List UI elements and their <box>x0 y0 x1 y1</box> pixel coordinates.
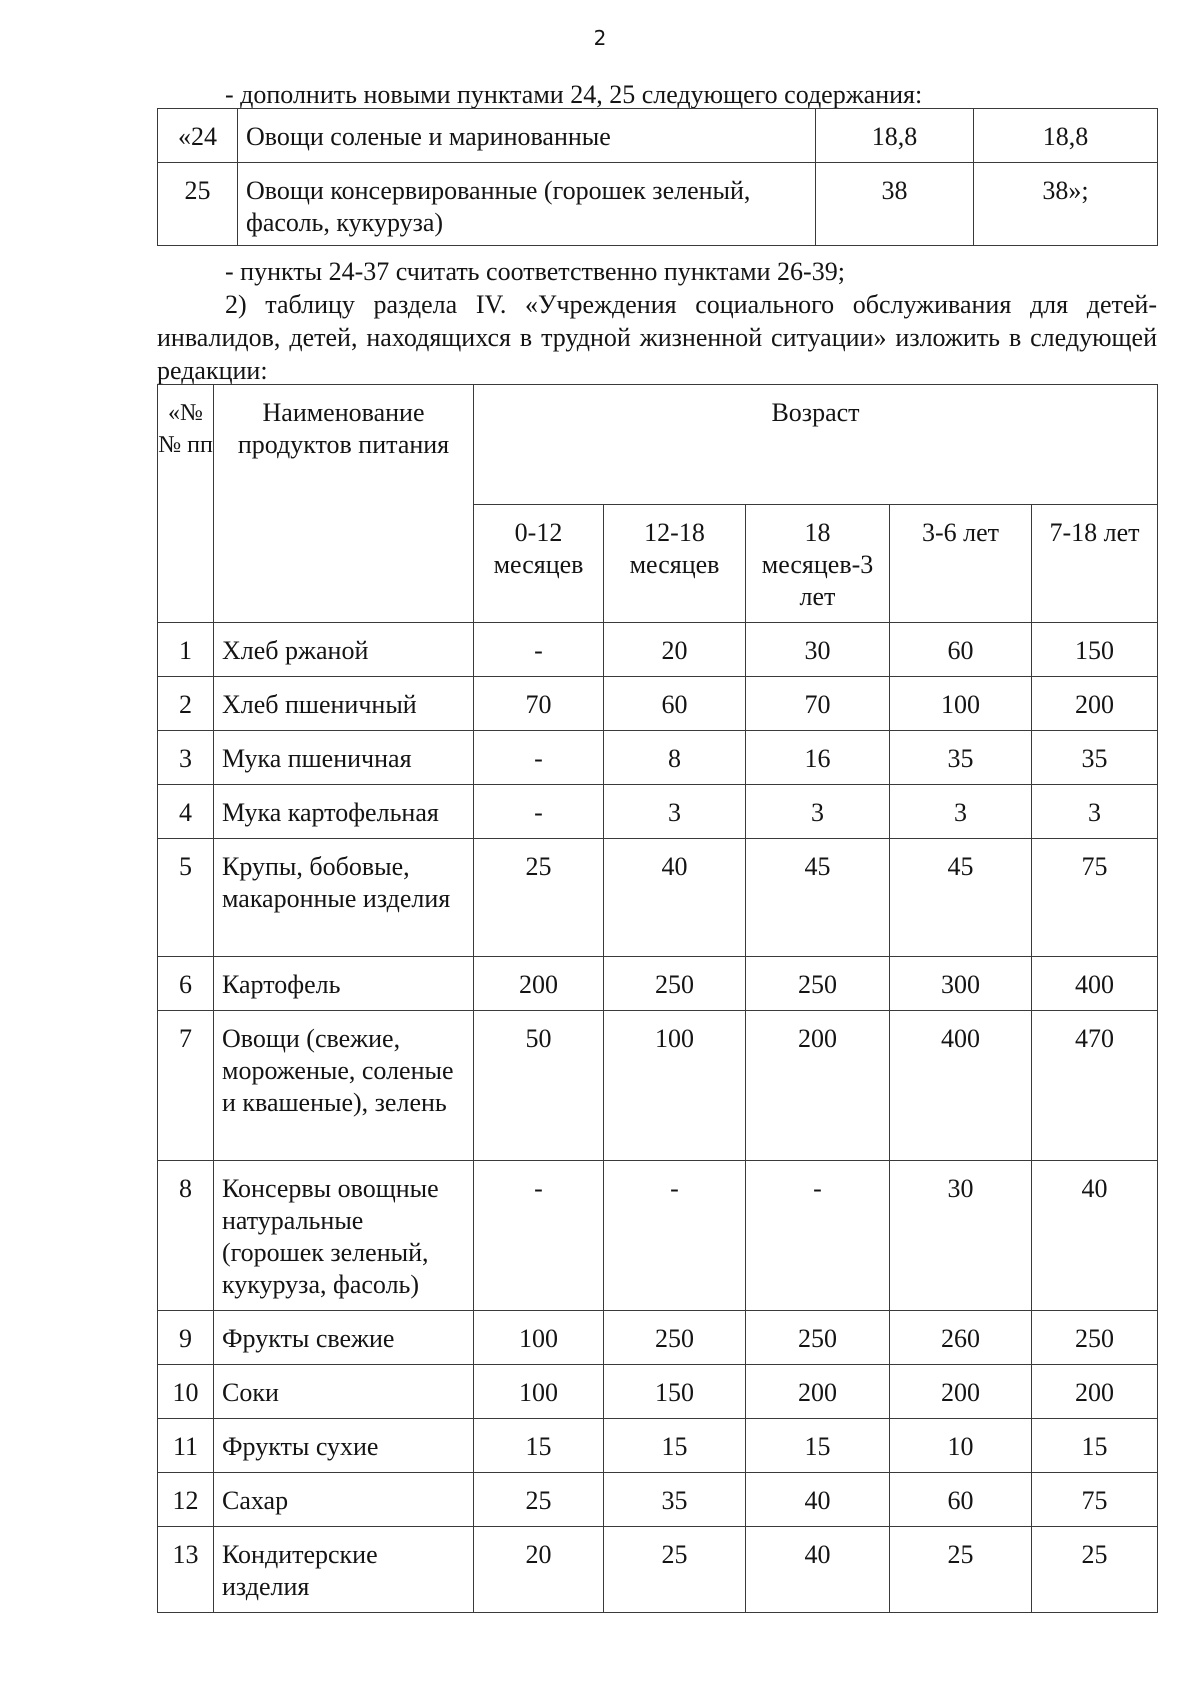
table-row <box>158 1311 1158 1365</box>
top-table <box>157 108 1158 246</box>
row-number: 6 <box>158 957 214 1011</box>
row-number: 8 <box>158 1161 214 1311</box>
row-number: 7 <box>158 1011 214 1161</box>
product-name: Сахар <box>214 1473 474 1527</box>
value-cell: 25 <box>474 839 604 957</box>
value-cell: 60 <box>890 1473 1032 1527</box>
header-product-name: Наименование продуктов питания <box>214 385 474 623</box>
value-cell: 10 <box>890 1419 1032 1473</box>
product-name: Мука пшеничная <box>214 731 474 785</box>
value-cell: 30 <box>890 1161 1032 1311</box>
value-cell: 38 <box>816 163 974 246</box>
value-cell: 3 <box>1032 785 1158 839</box>
row-number: 25 <box>158 163 238 246</box>
table-row <box>158 623 1158 677</box>
row-number: 11 <box>158 1419 214 1473</box>
value-cell: 15 <box>604 1419 746 1473</box>
value-cell: 400 <box>1032 957 1158 1011</box>
value-cell: 3 <box>604 785 746 839</box>
value-cell: 250 <box>604 1311 746 1365</box>
product-name: Крупы, бобовые, макаронные изделия <box>214 839 474 957</box>
value-cell: 200 <box>474 957 604 1011</box>
value-cell: - <box>746 1161 890 1311</box>
value-cell: 60 <box>604 677 746 731</box>
value-cell: 30 <box>746 623 890 677</box>
table-row <box>158 839 1158 957</box>
value-cell: 100 <box>890 677 1032 731</box>
value-cell: 35 <box>890 731 1032 785</box>
value-cell: 40 <box>1032 1161 1158 1311</box>
value-cell: 8 <box>604 731 746 785</box>
value-cell: 35 <box>1032 731 1158 785</box>
age-group-header: 0-12 месяцев <box>474 505 604 623</box>
table-row <box>158 731 1158 785</box>
product-name: Мука картофельная <box>214 785 474 839</box>
value-cell: 200 <box>746 1011 890 1161</box>
value-cell: 200 <box>890 1365 1032 1419</box>
row-number: 12 <box>158 1473 214 1527</box>
intro-line: - дополнить новыми пунктами 24, 25 следующего содержания: <box>225 80 923 109</box>
row-number: 1 <box>158 623 214 677</box>
table-row <box>158 1011 1158 1161</box>
value-cell: 260 <box>890 1311 1032 1365</box>
row-number: 2 <box>158 677 214 731</box>
value-cell: 70 <box>474 677 604 731</box>
value-cell: 150 <box>604 1365 746 1419</box>
value-cell: 50 <box>474 1011 604 1161</box>
value-cell: 38»; <box>974 163 1158 246</box>
row-number: 10 <box>158 1365 214 1419</box>
product-name: Хлеб пшеничный <box>214 677 474 731</box>
table-row <box>158 785 1158 839</box>
product-name: Картофель <box>214 957 474 1011</box>
product-name: Овощи соленые и маринованные <box>238 109 816 163</box>
value-cell: 40 <box>604 839 746 957</box>
value-cell: 100 <box>474 1311 604 1365</box>
value-cell: 200 <box>746 1365 890 1419</box>
main-table <box>157 384 1158 1613</box>
product-name: Овощи консервированные (горошек зеленый, фасоль, кукуруза) <box>238 163 816 246</box>
renumber-paragraph: - пункты 24-37 считать соответственно пунктами 26-39; <box>225 257 845 286</box>
value-cell: 75 <box>1032 1473 1158 1527</box>
value-cell: 25 <box>604 1527 746 1613</box>
value-cell: 35 <box>604 1473 746 1527</box>
row-number: 9 <box>158 1311 214 1365</box>
value-cell: - <box>474 731 604 785</box>
age-group-header: 3-6 лет <box>890 505 1032 623</box>
product-name: Соки <box>214 1365 474 1419</box>
value-cell: 70 <box>746 677 890 731</box>
row-number: «24 <box>158 109 238 163</box>
product-name: Хлеб ржаной <box>214 623 474 677</box>
value-cell: 200 <box>1032 677 1158 731</box>
product-name: Кондитерские изделия <box>214 1527 474 1613</box>
product-name: Фрукты сухие <box>214 1419 474 1473</box>
value-cell: 100 <box>604 1011 746 1161</box>
age-group-header: 12-18 месяцев <box>604 505 746 623</box>
value-cell: 45 <box>746 839 890 957</box>
value-cell: 25 <box>474 1473 604 1527</box>
value-cell: 100 <box>474 1365 604 1419</box>
value-cell: 470 <box>1032 1011 1158 1161</box>
value-cell: 25 <box>1032 1527 1158 1613</box>
table-row <box>158 1419 1158 1473</box>
value-cell: 15 <box>746 1419 890 1473</box>
value-cell: 75 <box>1032 839 1158 957</box>
value-cell: 250 <box>746 957 890 1011</box>
value-cell: 45 <box>890 839 1032 957</box>
section-paragraph: 2) таблицу раздела IV. «Учреждения социального обслуживания для детей-инвалидов, детей, находящихся в трудной жизненной ситуации» изложить в следующей редакции: <box>157 290 1157 385</box>
value-cell: 20 <box>474 1527 604 1613</box>
value-cell: 40 <box>746 1473 890 1527</box>
value-cell: 60 <box>890 623 1032 677</box>
value-cell: - <box>604 1161 746 1311</box>
value-cell: 400 <box>890 1011 1032 1161</box>
value-cell: 25 <box>890 1527 1032 1613</box>
value-cell: 3 <box>746 785 890 839</box>
table-row <box>158 163 1158 246</box>
value-cell: 200 <box>1032 1365 1158 1419</box>
value-cell: - <box>474 785 604 839</box>
value-cell: 16 <box>746 731 890 785</box>
value-cell: 250 <box>746 1311 890 1365</box>
age-group-header: 18 месяцев-3 лет <box>746 505 890 623</box>
row-number: 4 <box>158 785 214 839</box>
table-row <box>158 1365 1158 1419</box>
row-number: 5 <box>158 839 214 957</box>
value-cell: 150 <box>1032 623 1158 677</box>
page-number: 2 <box>593 26 607 50</box>
product-name: Фрукты свежие <box>214 1311 474 1365</box>
age-group-header: 7-18 лет <box>1032 505 1158 623</box>
table-row <box>158 1473 1158 1527</box>
table-row <box>158 677 1158 731</box>
row-number: 3 <box>158 731 214 785</box>
table-row <box>158 957 1158 1011</box>
value-cell: - <box>474 623 604 677</box>
row-number: 13 <box>158 1527 214 1613</box>
value-cell: - <box>474 1161 604 1311</box>
value-cell: 40 <box>746 1527 890 1613</box>
value-cell: 20 <box>604 623 746 677</box>
table-row <box>158 1527 1158 1613</box>
value-cell: 15 <box>1032 1419 1158 1473</box>
header-number: «№ № пп <box>158 385 214 623</box>
header-age: Возраст <box>474 385 1158 505</box>
value-cell: 300 <box>890 957 1032 1011</box>
value-cell: 250 <box>1032 1311 1158 1365</box>
product-name: Овощи (свежие, мороженые, соленые и квашеные), зелень <box>214 1011 474 1161</box>
value-cell: 18,8 <box>974 109 1158 163</box>
value-cell: 15 <box>474 1419 604 1473</box>
value-cell: 3 <box>890 785 1032 839</box>
table-row <box>158 109 1158 163</box>
table-row <box>158 1161 1158 1311</box>
value-cell: 250 <box>604 957 746 1011</box>
value-cell: 18,8 <box>816 109 974 163</box>
product-name: Консервы овощные натуральные (горошек зеленый, кукуруза, фасоль) <box>214 1161 474 1311</box>
